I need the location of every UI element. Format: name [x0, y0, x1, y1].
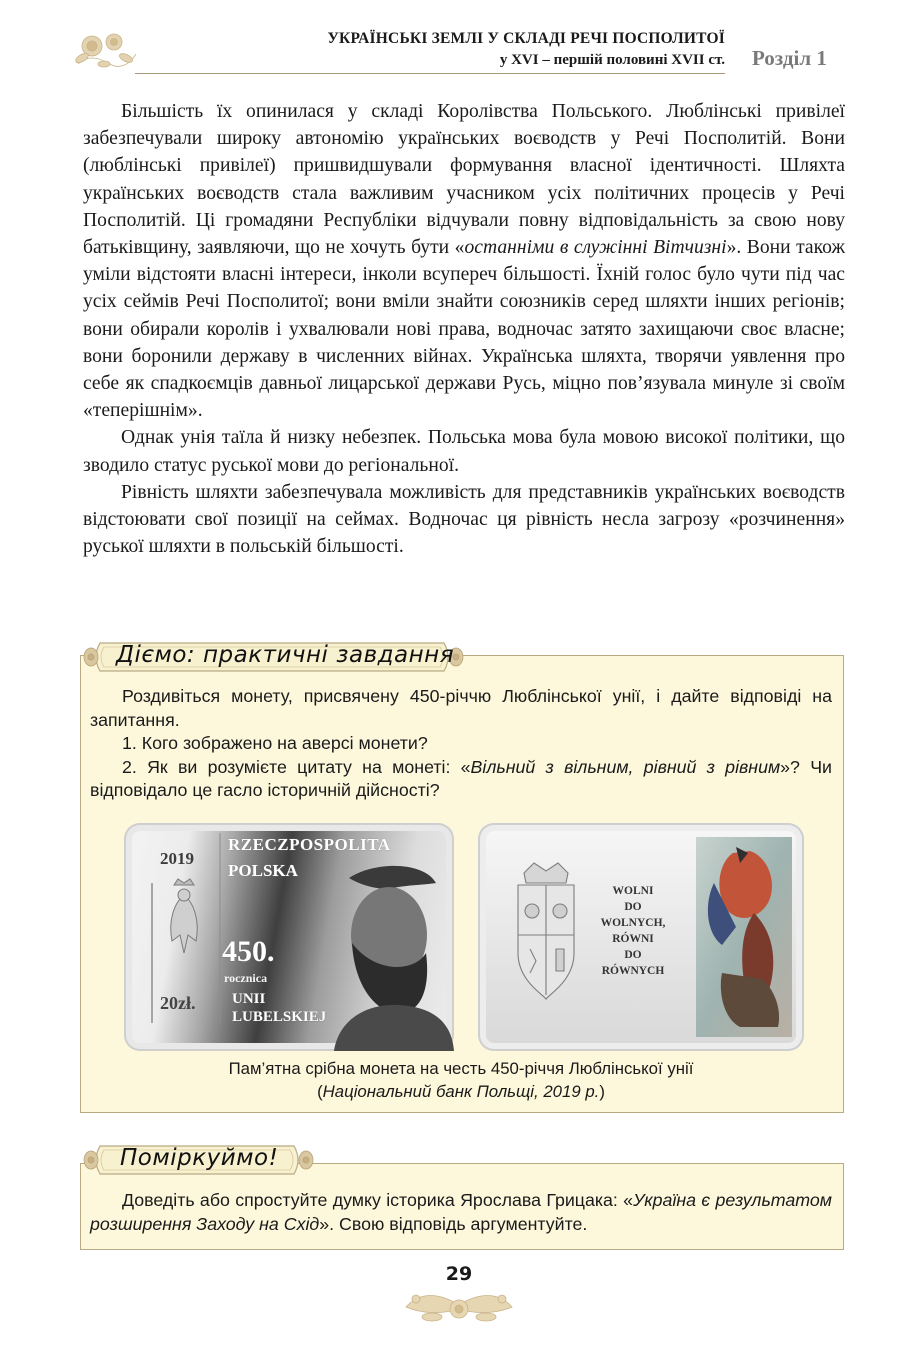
- think-text: [90, 1188, 832, 1236]
- think-start: Доведіть або спростуйте думку історика Ярослава Грицака: «: [122, 1190, 634, 1210]
- practical-task-title: Діємо: практичні завдання: [116, 642, 455, 668]
- coin-rocznica: rocznica: [224, 971, 268, 985]
- paragraph-1: [83, 98, 845, 424]
- quote-vitchyzni: останніми в служінні Вітчизні: [464, 237, 727, 259]
- coat-of-arms-icon: [518, 863, 574, 999]
- reverse-legend-1: WOLNI: [612, 885, 654, 897]
- footer-ornament-icon: [396, 1283, 522, 1329]
- paragraph-3: Рівність шляхти забезпечувала можливість для представників українських воєводств відстоювати свої позиції на сеймах. Водночас ця рівність несла загрозу «розчинення» руської шляхти в польській більшості.: [83, 481, 845, 558]
- coin-legend-line-2: POLSKA: [228, 861, 298, 880]
- task-text: [90, 685, 832, 803]
- coin-lubelskiej: LUBELSKIEJ: [232, 1009, 327, 1025]
- paragraph-1-end: ». Вони також уміли відстояти власні інтереси, інколи всупереч більшості. Їхній голос було чути під час усіх сеймів Речі Посполитої; вони вміли знайти союзників серед шляхти інших регіонів; вони обирали королів і ухвалювали нові права, водночас затято захищаючи своє власне; вони боронили державу в численних війнах. Українська шляхта, творячи уявлення про себе як спадкоємців давньої лицарської держави Русь, міцно пов’язувала минуле зі своїм «теперішнім».: [83, 237, 845, 422]
- coin-legend-line-1: RZECZPOSPOLITA: [228, 835, 391, 854]
- floral-ornament-icon: [70, 24, 140, 74]
- running-header-title: УКРАЇНСЬКІ ЗЕМЛІ У СКЛАДІ РЕЧІ ПОСПОЛИТОЇ: [327, 30, 725, 47]
- paragraph-2: Однак унія таїла й низку небезпек. Польська мова була мовою високої політики, що зводило статус руської мови до регіональної.: [83, 427, 845, 476]
- reverse-legend-4: RÓWNI: [612, 933, 654, 945]
- reverse-legend-6: RÓWNYCH: [601, 965, 665, 977]
- practical-task-tab: [82, 637, 467, 677]
- coin-year: 2019: [160, 849, 194, 868]
- task-question-2: [90, 756, 832, 803]
- hrytsak-quote: Україна є результатом розширення Заходу на Схід: [90, 1190, 832, 1234]
- reverse-legend-5: DO: [624, 949, 642, 961]
- reverse-legend-3: WOLNYCH,: [600, 917, 666, 929]
- page-number: 29: [445, 1263, 473, 1285]
- caption-source: Національний банк Польщі, 2019 р.: [322, 1081, 600, 1101]
- coin-unii: UNII: [232, 991, 266, 1007]
- coin-quote: Вільний з вільним, рівний з рівним: [470, 756, 781, 777]
- reverse-legend-2: DO: [624, 901, 642, 913]
- think-tab: [82, 1140, 317, 1180]
- think-end: ». Свою відповідь аргументуйте.: [319, 1214, 588, 1234]
- think-paragraph: [90, 1188, 832, 1236]
- portrait-relief-icon: [334, 866, 454, 1051]
- header-rule: [135, 73, 725, 74]
- think-title: Поміркуймо!: [120, 1145, 279, 1171]
- main-text: [83, 98, 845, 560]
- paragraph-1-start: Більшість їх опинилася у складі Королівства Польського. Люблінські привілеї забезпечували широку автономію українських воєводств у Речі Посполитій. Вони (люблінські привілеї) пришвидшували формування власної ідентичності. Шляхта українських воєводств стала важливим учасником усіх політичних процесів у Речі Посполитій. Ці громадяни Республіки відчували повну відповідальність за свою нову батьківщину, заявляючи, що не хочуть бути «: [83, 101, 845, 259]
- task-question-1: 1. Кого зображено на аверсі монети?: [122, 733, 428, 753]
- caption-line-2: (Національний банк Польщі, 2019 р.): [317, 1081, 605, 1101]
- caption-line-1: Пам’ятна срібна монета на честь 450-річчя Люблінської унії: [228, 1059, 694, 1078]
- running-header-subtitle: у XVI – першій половині XVII ст.: [499, 52, 725, 68]
- coin-obverse-image: [124, 823, 454, 1051]
- coin-denomination: 20zł.: [160, 993, 196, 1013]
- question-2-start: 2. Як ви розумієте цитату на монеті: «: [122, 756, 471, 777]
- question-2-end: »? Чи відповідало це гасло історичній дійсності?: [90, 756, 832, 800]
- coin-reverse-image: [478, 823, 804, 1051]
- coin-caption: [90, 1058, 832, 1103]
- eagle-emblem-icon: [171, 879, 198, 953]
- task-intro: Роздивіться монету, присвячену 450-річчю Люблінської унії, і дайте відповіді на запитання.: [90, 686, 832, 730]
- section-label: Розділ 1: [752, 46, 827, 70]
- coin-anniversary-number: 450.: [222, 935, 275, 968]
